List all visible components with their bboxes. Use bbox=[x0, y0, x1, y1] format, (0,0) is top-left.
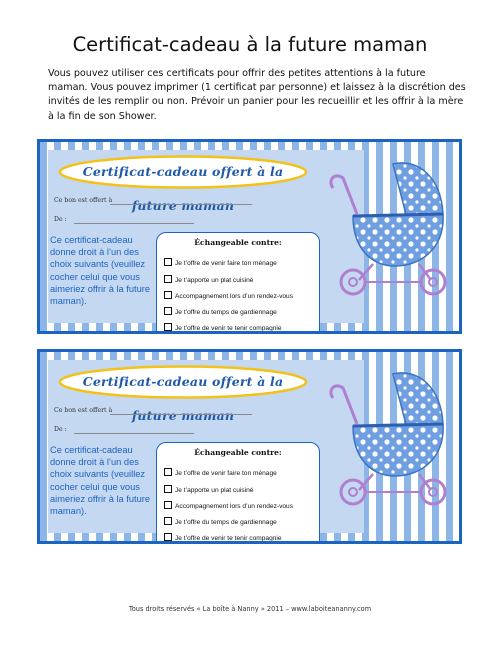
offered-by-label: Ce bon est offert à bbox=[54, 407, 113, 414]
from-field[interactable] bbox=[74, 433, 194, 434]
intro-text: Vous pouvez utiliser ces certificats pour offrir des petites attentions à la future maman. Vous pouvez imprimer (1 certificat par personne) et laissez à la discrétion des invités de les remplir ou non. Prévoir un panier pour les recueillir et les offrir à la mère à la fin de son Shower. bbox=[48, 68, 466, 122]
checkbox-icon[interactable] bbox=[164, 485, 172, 493]
option-meal[interactable]: Je t’apporte un plat cuisiné bbox=[164, 275, 253, 284]
from-field[interactable] bbox=[74, 223, 194, 224]
checkbox-icon[interactable] bbox=[164, 258, 172, 266]
option-cleaning[interactable]: Je t’offre de venir faire ton ménage bbox=[164, 258, 277, 267]
gift-certificate-2 bbox=[37, 349, 462, 544]
option-appointment[interactable]: Accompagnement lors d’un rendez-vous bbox=[164, 291, 293, 300]
options-box bbox=[156, 232, 320, 334]
offered-by-field[interactable] bbox=[110, 204, 252, 205]
checkbox-icon[interactable] bbox=[164, 501, 172, 509]
options-title: Échangeable contre: bbox=[194, 238, 282, 247]
option-meal[interactable]: Je t’apporte un plat cuisiné bbox=[164, 485, 253, 494]
options-title: Échangeable contre: bbox=[194, 448, 282, 457]
checkbox-icon[interactable] bbox=[164, 307, 172, 315]
offered-by-label: Ce bon est offert à bbox=[54, 197, 113, 204]
baby-carriage-icon bbox=[323, 156, 451, 296]
from-label: De : bbox=[54, 216, 67, 223]
checkbox-icon[interactable] bbox=[164, 275, 172, 283]
options-box bbox=[156, 442, 320, 544]
checkbox-icon[interactable] bbox=[164, 533, 172, 541]
option-company[interactable]: Je t’offre de venir te tenir compagnie bbox=[164, 323, 282, 332]
checkbox-icon[interactable] bbox=[164, 468, 172, 476]
footer-copyright: Tous droits réservés « La boîte à Nanny » 2011 – www.laboiteananny.com bbox=[128, 605, 372, 613]
banner-title: Certificat-cadeau offert à la future maman bbox=[82, 374, 284, 423]
option-appointment[interactable]: Accompagnement lors d’un rendez-vous bbox=[164, 501, 293, 510]
option-cleaning[interactable]: Je t’offre de venir faire ton ménage bbox=[164, 468, 277, 477]
checkbox-icon[interactable] bbox=[164, 323, 172, 331]
option-company[interactable]: Je t’offre de venir te tenir compagnie bbox=[164, 533, 282, 542]
checkbox-icon[interactable] bbox=[164, 517, 172, 525]
banner-title: Certificat-cadeau offert à la future maman bbox=[82, 164, 284, 213]
page-title: Certificat-cadeau à la future maman bbox=[72, 33, 428, 56]
gift-certificate-1 bbox=[37, 139, 462, 334]
checkbox-icon[interactable] bbox=[164, 291, 172, 299]
option-babysitting[interactable]: Je t’offre du temps de gardiennage bbox=[164, 307, 277, 316]
offered-by-field[interactable] bbox=[110, 414, 252, 415]
certificate-note: Ce certificat-cadeau donne droit à l’un des choix suivants (veuillez cocher celui que vous aimeriez offrir à la future maman). bbox=[50, 235, 151, 307]
from-label: De : bbox=[54, 426, 67, 433]
certificate-note: Ce certificat-cadeau donne droit à l’un des choix suivants (veuillez cocher celui que vous aimeriez offrir à la future maman). bbox=[50, 445, 151, 517]
option-babysitting[interactable]: Je t’offre du temps de gardiennage bbox=[164, 517, 277, 526]
baby-carriage-icon bbox=[323, 366, 451, 506]
